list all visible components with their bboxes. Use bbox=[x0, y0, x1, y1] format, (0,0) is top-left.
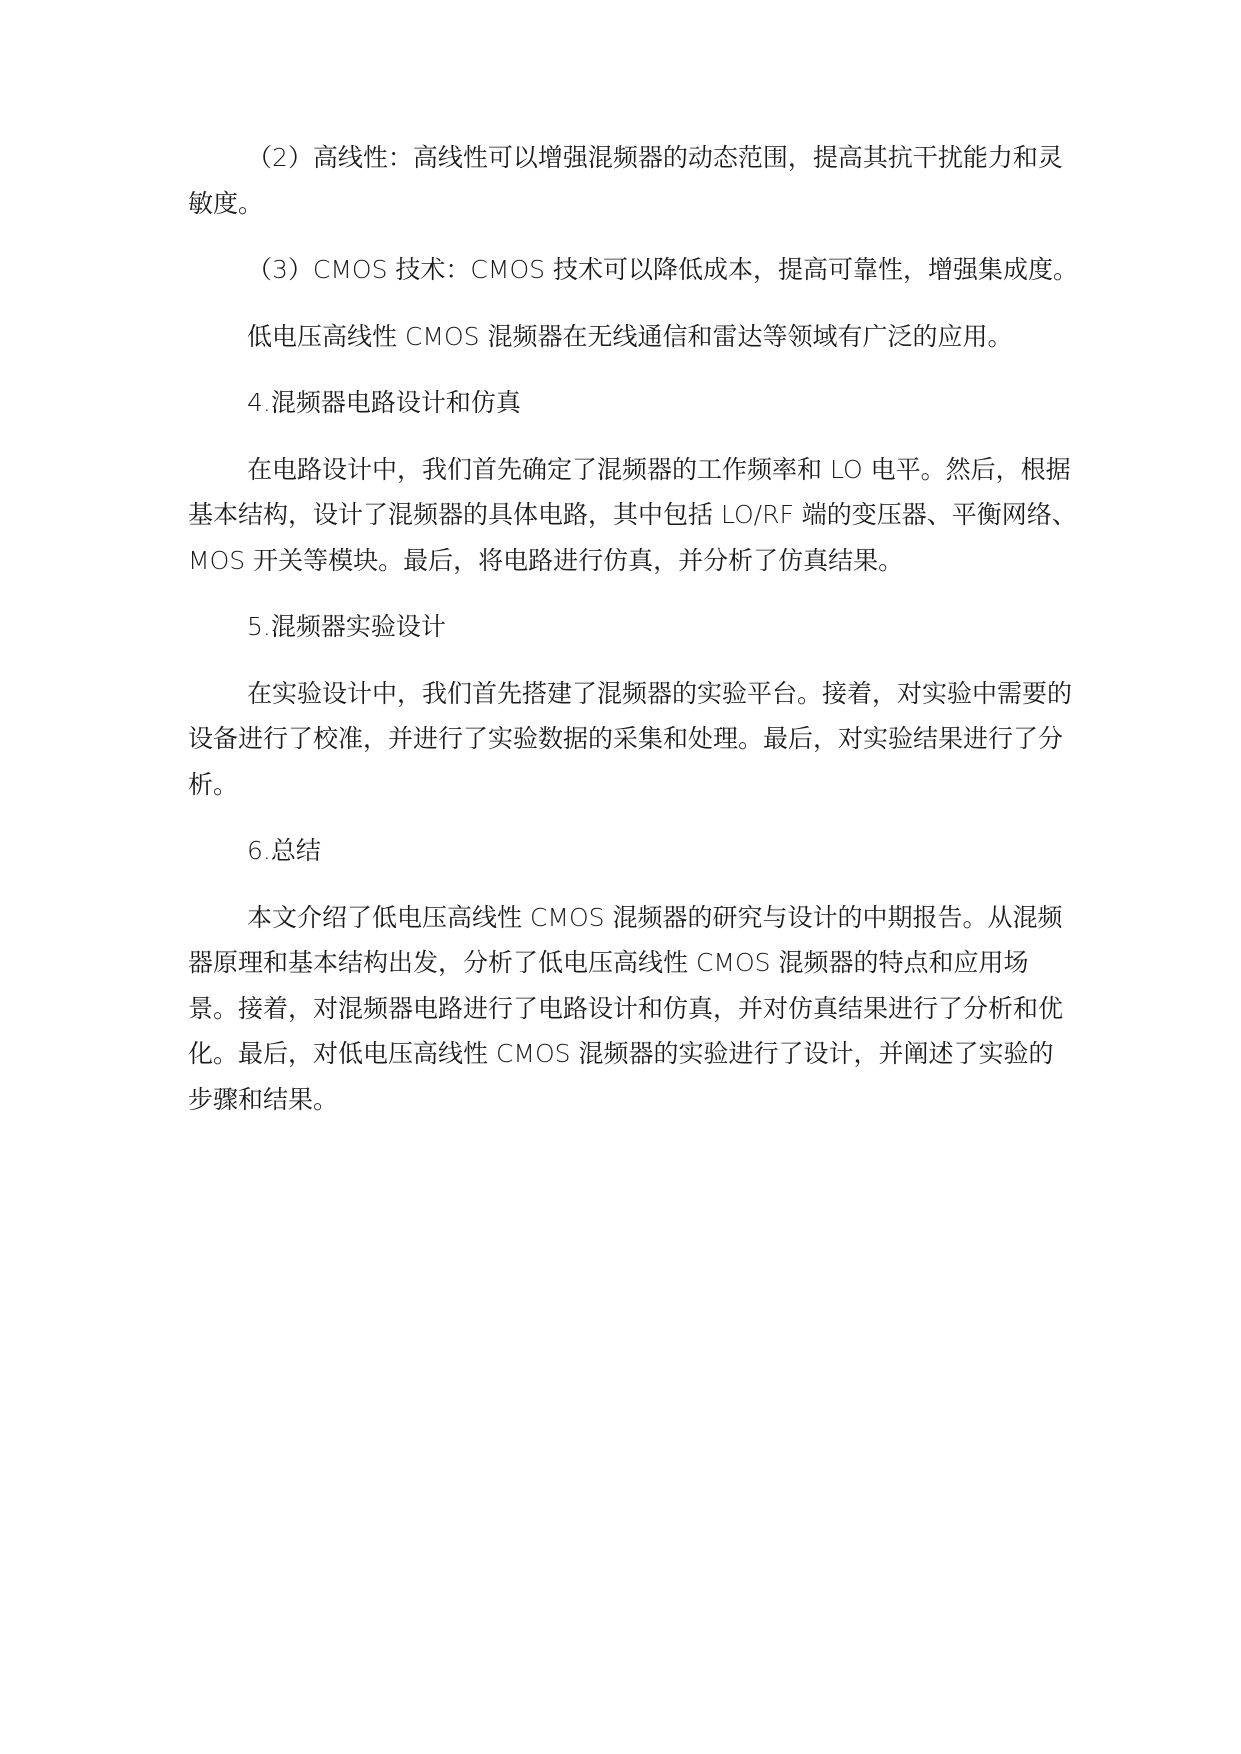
paragraph-cmos-technology: （3）CMOS 技术：CMOS 技术可以降低成本，提高可靠性，增强集成度。 bbox=[247, 255, 1078, 284]
section-heading-circuit-design: 4.混频器电路设计和仿真 bbox=[247, 388, 521, 417]
section-heading-experiment-design: 5.混频器实验设计 bbox=[247, 612, 446, 641]
section-heading-summary: 6.总结 bbox=[247, 836, 321, 865]
paragraph-summary: 本文介绍了低电压高线性 CMOS 混频器的研究与设计的中期报告。从混频器原理和基本结构出发，分析了低电压高线性 CMOS 混频器的特点和应用场景。接着，对混频器电路进行了电路设计和仿真，并对仿真结果进行了分析和优化。最后，对低电压高线性 CMOS 混频器的实验进行了设计，并阐述了实验的步骤和结果。 bbox=[188, 902, 1064, 1114]
paragraph-circuit-design: 在电路设计中，我们首先确定了混频器的工作频率和 LO 电平。然后，根据基本结构，设计了混频器的具体电路，其中包括 LO/RF 端的变压器、平衡网络、MOS 开关等模块。最后，将电路进行仿真，并分析了仿真结果。 bbox=[188, 454, 1077, 575]
paragraph-high-linearity: （2）高线性：高线性可以增强混频器的动态范围，提高其抗干扰能力和灵敏度。 bbox=[188, 143, 1063, 218]
document-page bbox=[188, 135, 1078, 1143]
paragraph-experiment-design: 在实验设计中，我们首先搭建了混频器的实验平台。接着，对实验中需要的设备进行了校准，并进行了实验数据的采集和处理。最后，对实验结果进行了分析。 bbox=[188, 678, 1073, 799]
paragraph-applications: 低电压高线性 CMOS 混频器在无线通信和雷达等领域有广泛的应用。 bbox=[247, 321, 1013, 351]
